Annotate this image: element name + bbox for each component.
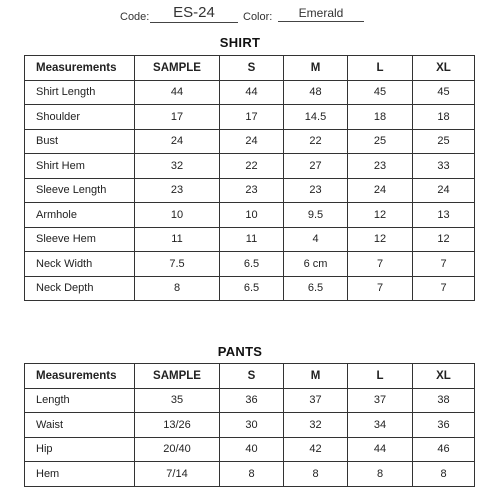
measurement-value: 18	[348, 105, 413, 130]
measurement-value: 32	[284, 413, 348, 438]
table-row	[25, 203, 475, 228]
measurement-value: 8	[135, 276, 220, 301]
table-row	[25, 105, 475, 130]
measurement-value: 8	[220, 462, 284, 487]
measurement-value: 25	[348, 129, 413, 154]
measurement-value: 23	[348, 154, 413, 179]
column-header: Measurements	[25, 364, 135, 389]
measurement-value: 24	[348, 178, 413, 203]
measurement-value: 44	[348, 437, 413, 462]
table-header-row	[25, 364, 475, 389]
measurement-value: 4	[284, 227, 348, 252]
code-value: ES-24	[150, 4, 238, 23]
measurement-value: 17	[220, 105, 284, 130]
measurement-value: 10	[220, 203, 284, 228]
pants-table-header	[25, 364, 475, 389]
measurement-value: 23	[284, 178, 348, 203]
column-header: XL	[413, 364, 475, 389]
shirt-size-table	[24, 55, 475, 301]
table-row	[25, 388, 475, 413]
measurement-value: 20/40	[135, 437, 220, 462]
shirt-table-header	[25, 56, 475, 81]
table-row	[25, 227, 475, 252]
measurement-value: 36	[220, 388, 284, 413]
measurement-name: Shirt Hem	[25, 154, 135, 179]
pants-section-title: PANTS	[217, 344, 263, 359]
measurement-value: 24	[413, 178, 475, 203]
measurement-value: 38	[413, 388, 475, 413]
measurement-name: Neck Depth	[25, 276, 135, 301]
table-header-row	[25, 56, 475, 81]
measurement-name: Bust	[25, 129, 135, 154]
column-header: S	[220, 56, 284, 81]
measurement-value: 12	[413, 227, 475, 252]
table-row	[25, 462, 475, 487]
measurement-value: 7/14	[135, 462, 220, 487]
measurement-value: 7	[348, 252, 413, 277]
measurement-value: 10	[135, 203, 220, 228]
measurement-value: 17	[135, 105, 220, 130]
measurement-name: Waist	[25, 413, 135, 438]
measurement-value: 45	[413, 80, 475, 105]
measurement-value: 7	[413, 276, 475, 301]
measurement-value: 7	[413, 252, 475, 277]
measurement-value: 27	[284, 154, 348, 179]
measurement-name: Hem	[25, 462, 135, 487]
measurement-value: 37	[348, 388, 413, 413]
color-label: Color:	[243, 11, 273, 23]
pants-size-table	[24, 363, 475, 487]
measurement-name: Armhole	[25, 203, 135, 228]
measurement-name: Sleeve Hem	[25, 227, 135, 252]
measurement-value: 14.5	[284, 105, 348, 130]
measurement-value: 12	[348, 203, 413, 228]
table-row	[25, 437, 475, 462]
measurement-value: 12	[348, 227, 413, 252]
measurement-value: 22	[220, 154, 284, 179]
table-row	[25, 154, 475, 179]
color-value: Emerald	[278, 6, 364, 22]
measurement-value: 23	[220, 178, 284, 203]
measurement-value: 48	[284, 80, 348, 105]
measurement-name: Neck Width	[25, 252, 135, 277]
measurement-value: 8	[284, 462, 348, 487]
measurement-value: 24	[135, 129, 220, 154]
table-row	[25, 252, 475, 277]
measurement-value: 46	[413, 437, 475, 462]
measurement-value: 25	[413, 129, 475, 154]
measurement-name: Shoulder	[25, 105, 135, 130]
column-header: L	[348, 364, 413, 389]
measurement-value: 9.5	[284, 203, 348, 228]
table-row	[25, 276, 475, 301]
column-header: M	[284, 56, 348, 81]
measurement-value: 45	[348, 80, 413, 105]
column-header: S	[220, 364, 284, 389]
measurement-value: 6 cm	[284, 252, 348, 277]
column-header: L	[348, 56, 413, 81]
measurement-name: Shirt Length	[25, 80, 135, 105]
measurement-value: 8	[348, 462, 413, 487]
measurement-value: 24	[220, 129, 284, 154]
measurement-value: 32	[135, 154, 220, 179]
measurement-value: 11	[220, 227, 284, 252]
measurement-value: 6.5	[220, 276, 284, 301]
code-label: Code:	[120, 11, 150, 23]
measurement-value: 13	[413, 203, 475, 228]
measurement-value: 8	[413, 462, 475, 487]
column-header: SAMPLE	[135, 56, 220, 81]
column-header: SAMPLE	[135, 364, 220, 389]
pants-table-body	[25, 388, 475, 486]
measurement-value: 7.5	[135, 252, 220, 277]
measurement-name: Length	[25, 388, 135, 413]
measurement-name: Sleeve Length	[25, 178, 135, 203]
column-header: XL	[413, 56, 475, 81]
measurement-value: 33	[413, 154, 475, 179]
measurement-value: 40	[220, 437, 284, 462]
measurement-value: 30	[220, 413, 284, 438]
table-row	[25, 80, 475, 105]
table-row	[25, 178, 475, 203]
measurement-value: 37	[284, 388, 348, 413]
measurement-value: 44	[220, 80, 284, 105]
measurement-value: 18	[413, 105, 475, 130]
measurement-value: 22	[284, 129, 348, 154]
table-row	[25, 129, 475, 154]
measurement-value: 6.5	[220, 252, 284, 277]
measurement-value: 23	[135, 178, 220, 203]
measurement-value: 34	[348, 413, 413, 438]
measurement-value: 13/26	[135, 413, 220, 438]
measurement-value: 44	[135, 80, 220, 105]
measurement-value: 36	[413, 413, 475, 438]
shirt-section-title: SHIRT	[219, 35, 261, 50]
measurement-value: 7	[348, 276, 413, 301]
column-header: Measurements	[25, 56, 135, 81]
column-header: M	[284, 364, 348, 389]
measurement-name: Hip	[25, 437, 135, 462]
table-row	[25, 413, 475, 438]
measurement-value: 42	[284, 437, 348, 462]
shirt-table-body	[25, 80, 475, 301]
measurement-value: 11	[135, 227, 220, 252]
measurement-value: 6.5	[284, 276, 348, 301]
measurement-value: 35	[135, 388, 220, 413]
